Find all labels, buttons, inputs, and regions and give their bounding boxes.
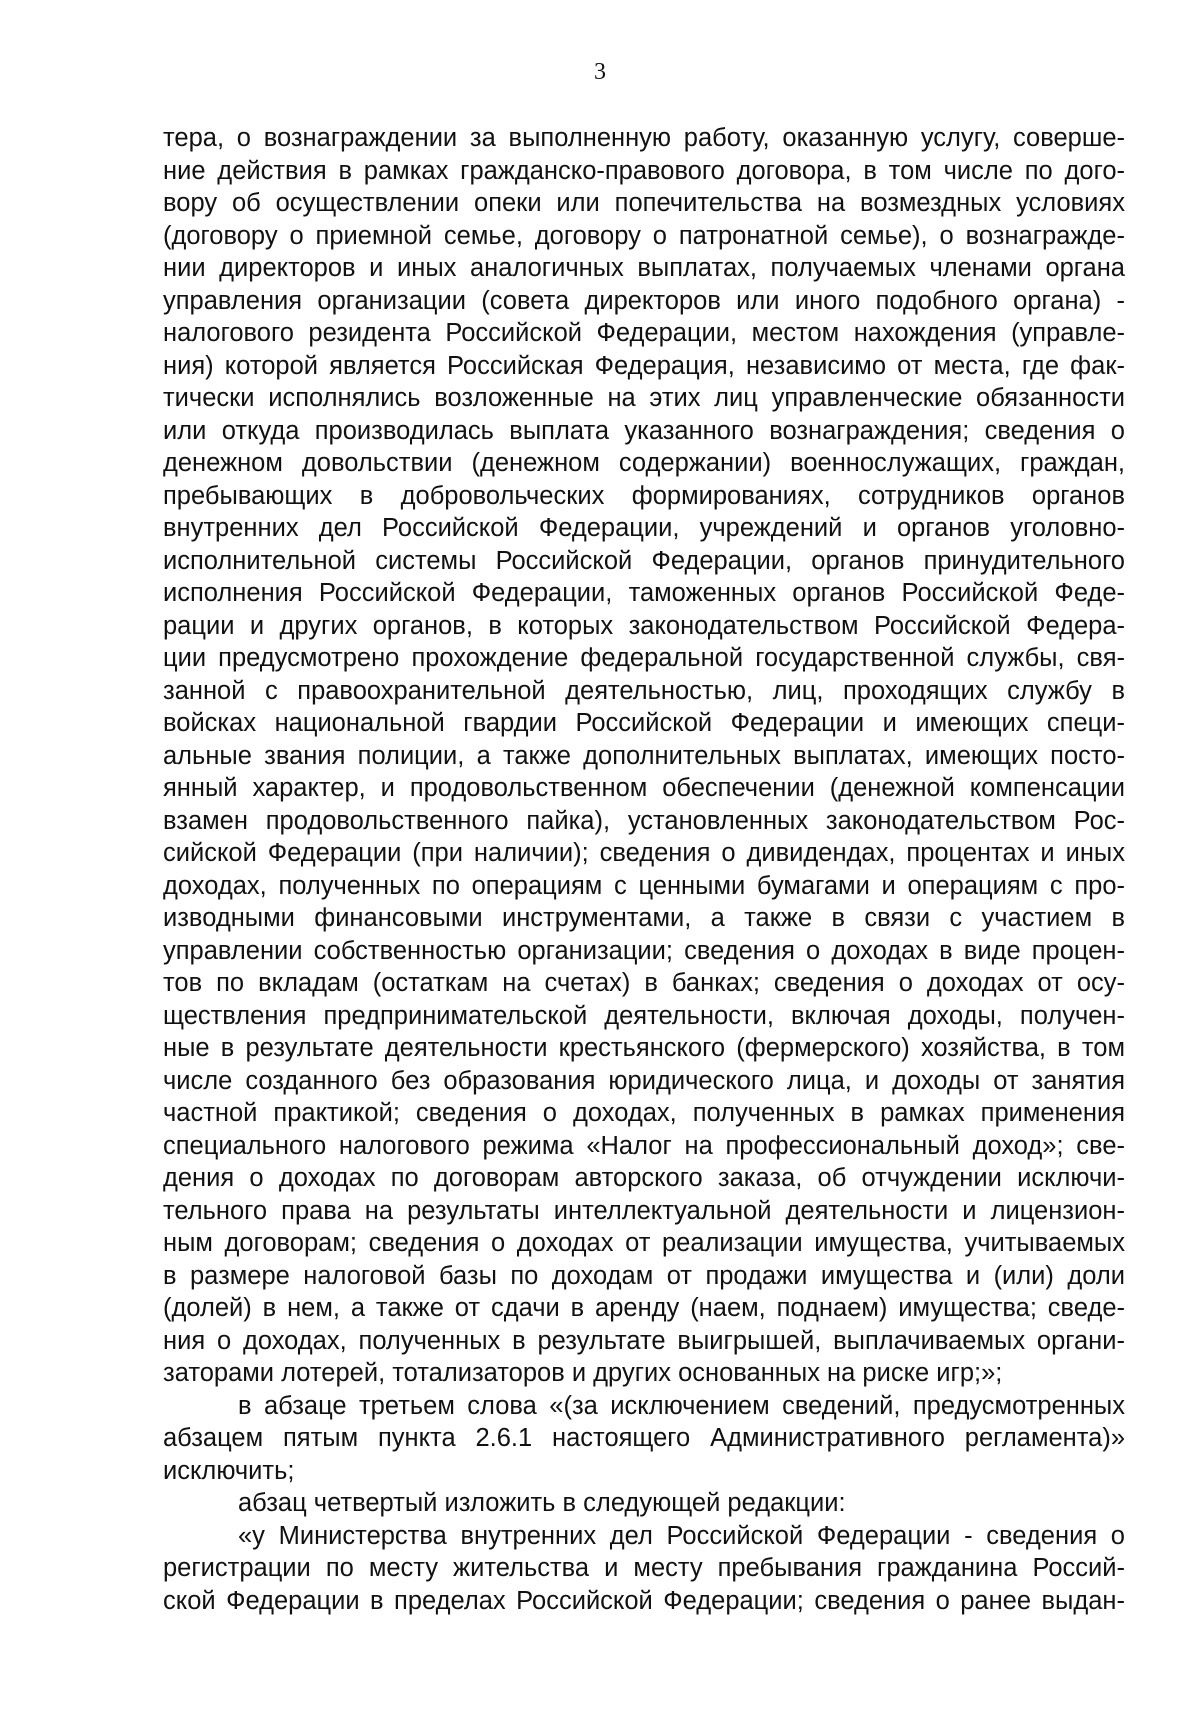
text-line: специального налогового режима «Налог на профессиональный доход»; све-: [163, 1131, 1125, 1160]
text-line: управления организации (совета директоров или иного подобного органа) -: [163, 286, 1125, 315]
document-body: [163, 122, 1125, 1617]
text-line: заторами лотерей, тотализаторов и других основанных на риске игр;»;: [163, 1359, 1003, 1387]
text-line: ные в результате деятельности крестьянского (фермерского) хозяйства, в том: [163, 1034, 1125, 1062]
text-line: янный характер, и продовольственном обеспечении (денежной компенсации: [163, 774, 1125, 802]
text-line: ществления предпринимательской деятельности, включая доходы, получен-: [163, 1001, 1125, 1030]
text-line: изводными финансовыми инструментами, а также в связи с участием в: [163, 904, 1125, 932]
text-line: ния о доходах, полученных в результате выигрышей, выплачиваемых органи-: [163, 1326, 1125, 1355]
text-line: тов по вкладам (остаткам на счетах) в банках; сведения о доходах от осу-: [163, 969, 1125, 997]
text-line: войсках национальной гвардии Российской Федерации и имеющих специ-: [163, 709, 1125, 737]
text-line: управлении собственностью организации; сведения о доходах в виде процен-: [163, 936, 1125, 965]
text-line: тически исполнялись возложенные на этих лиц управленческие обязанности: [163, 384, 1125, 412]
text-line: ской Федерации в пределах Российской Федерации; сведения о ранее выдан-: [163, 1586, 1125, 1615]
text-line: ние действия в рамках гражданско-правового договора, в том числе по дого-: [163, 156, 1125, 185]
text-line: тера, о вознаграждении за выполненную работу, оказанную услугу, соверше-: [163, 124, 1125, 152]
text-line: доходах, полученных по операциям с ценными бумагами и операциям с про-: [163, 871, 1125, 900]
text-line: «у Министерства внутренних дел Российской Федерации - сведения о: [238, 1521, 1125, 1550]
text-line: (долей) в нем, а также от сдачи в аренду (наем, поднаем) имущества; сведе-: [163, 1294, 1125, 1322]
text-line: исполнительной системы Российской Федерации, органов принудительного: [163, 546, 1125, 575]
text-line: альные звания полиции, а также дополнительных выплатах, имеющих посто-: [163, 741, 1125, 770]
text-line: внутренних дел Российской Федерации, учреждений и органов уголовно-: [163, 514, 1125, 542]
text-line: налогового резидента Российской Федерации, местом нахождения (управле-: [163, 319, 1125, 347]
text-line: абзацем пятым пункта 2.6.1 настоящего Административного регламента)»: [163, 1424, 1125, 1452]
text-line: ния) которой является Российская Федерация, независимо от места, где фак-: [163, 351, 1125, 380]
text-line: денежном довольствии (денежном содержании) военнослужащих, граждан,: [163, 449, 1125, 477]
text-line: или откуда производилась выплата указанного вознаграждения; сведения о: [163, 416, 1125, 445]
text-line: сийской Федерации (при наличии); сведения о дивидендах, процентах и иных: [163, 839, 1125, 867]
text-line: дения о доходах по договорам авторского заказа, об отчуждении исключи-: [163, 1164, 1125, 1192]
text-line: числе созданного без образования юридического лица, и доходы от занятия: [163, 1066, 1125, 1095]
text-line: взамен продовольственного пайка), установленных законодательством Рос-: [163, 806, 1125, 835]
text-line: ным договорам; сведения о доходах от реализации имущества, учитываемых: [163, 1229, 1125, 1257]
text-line: нии директоров и иных аналогичных выплатах, получаемых членами органа: [163, 254, 1125, 282]
text-line: (договору о приемной семье, договору о патронатной семье), о вознагражде-: [163, 221, 1125, 250]
text-line: в размере налоговой базы по доходам от продажи имущества и (или) доли: [163, 1261, 1125, 1290]
text-line: исключить;: [163, 1456, 295, 1485]
text-line: вору об осуществлении опеки или попечительства на возмездных условиях: [163, 189, 1125, 217]
text-line: частной практикой; сведения о доходах, полученных в рамках применения: [163, 1099, 1125, 1127]
text-line: в абзаце третьем слова «(за исключением сведений, предусмотренных: [238, 1391, 1125, 1420]
text-line: тельного права на результаты интеллектуальной деятельности и лицензион-: [163, 1196, 1125, 1225]
text-line: занной с правоохранительной деятельностью, лиц, проходящих службу в: [163, 676, 1125, 705]
text-line: регистрации по месту жительства и месту пребывания гражданина Россий-: [163, 1554, 1125, 1582]
text-line: рации и других органов, в которых законодательством Российской Федера-: [163, 611, 1125, 640]
text-line: исполнения Российской Федерации, таможенных органов Российской Феде-: [163, 579, 1125, 607]
text-line: ции предусмотрено прохождение федеральной государственной службы, свя-: [163, 644, 1125, 672]
text-line: пребывающих в добровольческих формированиях, сотрудников органов: [163, 481, 1125, 510]
page-number: 3: [594, 59, 606, 85]
text-line: абзац четвертый изложить в следующей редакции:: [238, 1489, 846, 1517]
